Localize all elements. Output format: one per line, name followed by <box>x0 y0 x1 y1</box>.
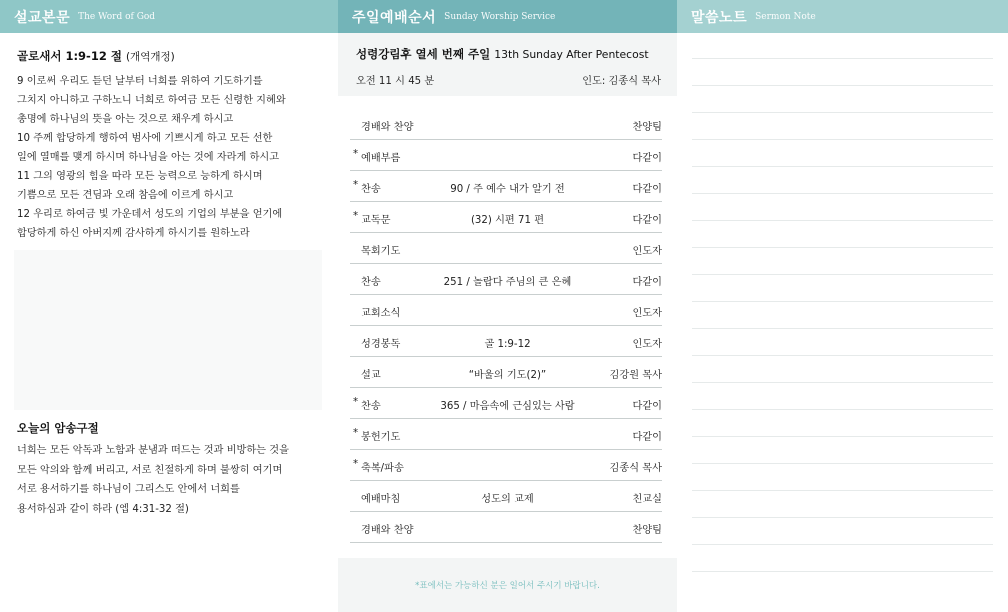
note-line <box>692 463 993 490</box>
note-line <box>692 58 993 85</box>
order-item: 교회소식 <box>361 308 401 319</box>
standing-mark: * <box>353 397 359 408</box>
order-item: 찬송 <box>361 277 381 288</box>
note-line <box>692 328 993 355</box>
note-line <box>692 112 993 139</box>
memory-verse-title: 오늘의 암송구절 <box>17 421 99 435</box>
order-row <box>350 295 662 326</box>
service-info <box>338 33 677 96</box>
verse-line: 기쁨으로 모든 견딤과 오래 참음에 이르게 하시고 <box>17 190 234 201</box>
sermon-text-panel <box>0 0 338 612</box>
note-line <box>692 490 993 517</box>
sermon-text-header <box>0 0 338 33</box>
verse-list <box>17 72 338 243</box>
memory-verse-line: 모든 악의와 함께 버리고, 서로 친절하게 하며 불쌍히 여기며 <box>17 464 283 476</box>
service-meta <box>356 72 661 87</box>
order-item: 경배와 찬양 <box>361 525 414 536</box>
order-row <box>350 357 662 388</box>
note-line <box>692 301 993 328</box>
order-item: 성경봉독 <box>361 339 401 350</box>
verse-line: 일에 열매를 맺게 하시며 하나님을 아는 것에 자라게 하시고 <box>17 152 280 163</box>
service-title-ko: 성령강림후 열세 번째 주일 <box>356 47 491 61</box>
order-leader: 인도자 <box>632 339 662 350</box>
service-title <box>356 46 661 62</box>
note-line <box>692 166 993 193</box>
memory-verse-line: 서로 용서하기를 하나님이 그리스도 안에서 너희를 <box>17 484 240 495</box>
order-detail: 251 / 놀랍다 주님의 큰 은혜 <box>443 277 572 288</box>
worship-order-header-subtitle: Sunday Worship Service <box>444 11 556 22</box>
blank-area <box>14 250 322 410</box>
note-line <box>692 544 993 571</box>
order-leader: 다같이 <box>632 153 662 164</box>
order-detail: 골 1:9-12 <box>484 339 531 350</box>
order-item: 설교 <box>361 370 381 381</box>
order-detail: 90 / 주 예수 내가 알기 전 <box>450 184 565 195</box>
note-line <box>692 274 993 301</box>
order-leader: 인도자 <box>632 246 662 257</box>
order-row <box>350 481 662 512</box>
order-item: 봉헌기도 <box>361 432 401 443</box>
note-line <box>692 409 993 436</box>
order-detail: 성도의 교제 <box>481 494 534 505</box>
sermon-text-header-title: 설교본문 <box>14 9 71 26</box>
order-leader: 다같이 <box>632 401 662 412</box>
standing-mark: * <box>353 459 359 470</box>
order-row <box>350 419 662 450</box>
standing-mark: * <box>353 149 359 160</box>
verse-line: 합당하게 하신 아버지께 감사하게 하시기를 원하노라 <box>17 228 250 239</box>
order-item: 교독문 <box>361 215 391 226</box>
order-row <box>350 233 662 264</box>
order-detail: “바울의 기도(2)” <box>468 370 547 381</box>
order-item: 목회기도 <box>361 246 401 257</box>
order-item: 예배마침 <box>361 494 401 505</box>
sermon-note-header <box>677 0 1008 33</box>
verse-line: 9 이로써 우리도 듣던 날부터 너희를 위하여 기도하기를 <box>17 76 263 87</box>
note-line <box>692 85 993 112</box>
note-line <box>692 571 993 598</box>
verse-line: 12 우리로 하여금 빛 가운데서 성도의 기업의 부분을 얻기에 <box>17 209 283 220</box>
order-leader: 김종식 목사 <box>609 463 662 474</box>
sermon-note-header-subtitle: Sermon Note <box>755 11 816 22</box>
sermon-note-panel <box>677 0 1008 612</box>
standing-footnote: *표에서는 가능하신 분은 일어서 주시기 바랍니다. <box>338 558 677 612</box>
service-leader: 인도: 김종식 목사 <box>582 76 661 87</box>
sermon-note-header-title: 말씀노트 <box>691 9 748 26</box>
order-row <box>350 264 662 295</box>
sermon-version: (개역개정) <box>125 51 175 63</box>
memory-verse-line: 너희는 모든 악독과 노함과 분냄과 떠드는 것과 비방하는 것을 <box>17 445 289 456</box>
note-line <box>692 220 993 247</box>
sermon-passage-title <box>17 48 338 64</box>
note-line <box>692 355 993 382</box>
order-leader: 다같이 <box>632 277 662 288</box>
order-leader: 인도자 <box>632 308 662 319</box>
verse-line: 10 주께 합당하게 행하여 범사에 기쁘시게 하고 모든 선한 <box>17 133 273 144</box>
order-row <box>350 109 662 140</box>
order-row <box>350 140 662 171</box>
order-leader: 친교실 <box>632 494 662 505</box>
order-item: 찬송 <box>361 184 381 195</box>
service-time: 오전 11 시 45 분 <box>356 76 435 87</box>
order-leader: 다같이 <box>632 184 662 195</box>
order-row <box>350 326 662 357</box>
sermon-text-header-subtitle: The Word of God <box>78 11 156 22</box>
note-line <box>692 193 993 220</box>
order-leader: 김강원 목사 <box>609 370 662 381</box>
note-line <box>692 139 993 166</box>
order-leader: 찬양팀 <box>632 525 662 536</box>
order-leader: 다같이 <box>632 215 662 226</box>
order-detail: 365 / 마음속에 근심있는 사람 <box>440 401 575 412</box>
order-item: 축복/파송 <box>361 463 404 474</box>
standing-mark: * <box>353 428 359 439</box>
order-row <box>350 512 662 543</box>
note-line <box>692 436 993 463</box>
order-row <box>350 450 662 481</box>
order-item: 찬송 <box>361 401 381 412</box>
note-line <box>692 517 993 544</box>
order-detail: (32) 시편 71 편 <box>470 215 545 226</box>
note-line <box>692 382 993 409</box>
service-title-en: 13th Sunday After Pentecost <box>494 48 649 61</box>
order-item: 예배부름 <box>361 153 401 164</box>
memory-verse-line: 용서하심과 같이 하라 (엡 4:31-32 절) <box>17 503 189 515</box>
order-item: 경배와 찬양 <box>361 122 414 133</box>
order-leader: 다같이 <box>632 432 662 443</box>
worship-order-header-title: 주일예배순서 <box>352 9 437 26</box>
standing-mark: * <box>353 180 359 191</box>
note-line <box>692 247 993 274</box>
verse-line: 11 그의 영광의 힘을 따라 모든 능력으로 능하게 하시며 <box>17 171 263 182</box>
note-lines <box>692 58 993 598</box>
verse-line: 총명에 하나님의 뜻을 아는 것으로 채우게 하시고 <box>17 114 234 125</box>
order-row <box>350 388 662 419</box>
verse-line: 그치지 아니하고 구하노니 너희로 하여금 모든 신령한 지혜와 <box>17 95 286 106</box>
standing-mark: * <box>353 211 359 222</box>
memory-verse-text <box>17 441 289 519</box>
worship-order-panel <box>338 0 677 612</box>
order-row <box>350 202 662 233</box>
worship-order-header <box>338 0 677 33</box>
sermon-reference: 골로새서 1:9-12 절 <box>17 49 122 63</box>
sermon-passage <box>0 33 338 243</box>
order-row <box>350 171 662 202</box>
order-of-service <box>350 109 662 543</box>
order-leader: 찬양팀 <box>632 122 662 133</box>
memory-verse <box>17 420 289 519</box>
